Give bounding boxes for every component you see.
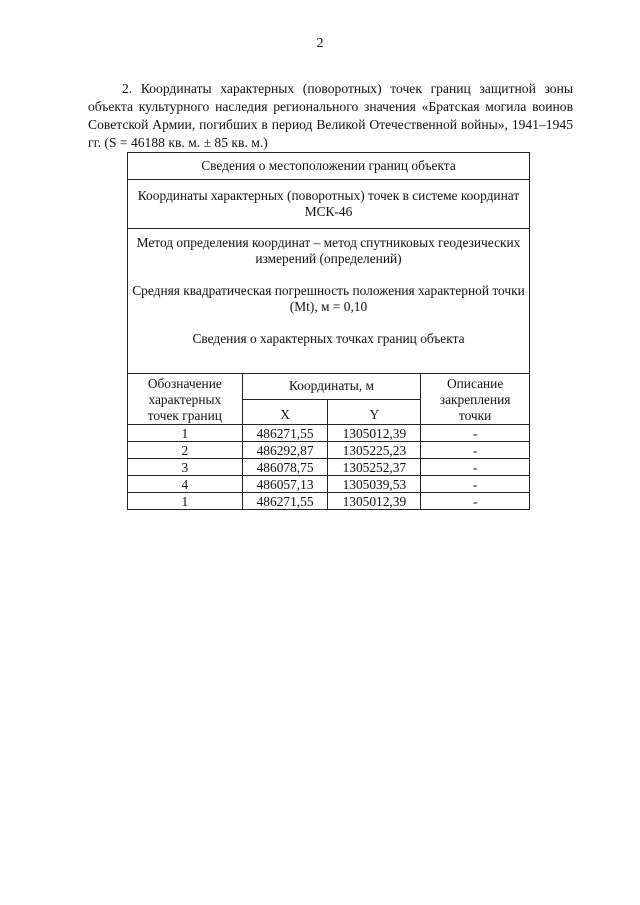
point-number: 1	[128, 425, 243, 442]
coord-y: 1305252,37	[328, 459, 421, 476]
header-coordinates: Координаты, м	[242, 374, 421, 400]
coord-x: 486292,87	[242, 442, 328, 459]
coord-y: 1305012,39	[328, 493, 421, 510]
intro-paragraph: 2. Координаты характерных (поворотных) точек границ защитной зоны объекта культурного наследия регионального значения «Братская могила воинов Советской Армии, погибших в период Великой Отечественной войны», 1941–1945 гг. (S = 46188 кв. м. ± 85 кв. м.)	[88, 80, 573, 150]
table-row	[128, 493, 530, 510]
point-number: 2	[128, 442, 243, 459]
fixing-description: -	[421, 493, 530, 510]
header-description: Описание закрепления точки	[421, 374, 530, 425]
coord-y: 1305039,53	[328, 476, 421, 493]
table-row	[128, 459, 530, 476]
method-block	[128, 229, 530, 374]
table-row	[128, 442, 530, 459]
point-number: 1	[128, 493, 243, 510]
fixing-description: -	[421, 442, 530, 459]
boundary-coordinates-table	[127, 152, 530, 510]
coord-y: 1305225,23	[328, 442, 421, 459]
accuracy-text: Средняя квадратическая погрешность положения характерной точки (Mt), м = 0,10	[132, 283, 525, 314]
coordinate-system-caption: Координаты характерных (поворотных) точек в системе координат МСК-46	[128, 180, 530, 229]
coord-x: 486271,55	[242, 425, 328, 442]
method-text: Метод определения координат – метод спутниковых геодезических измерений (определений)	[136, 235, 521, 266]
fixing-description: -	[421, 459, 530, 476]
header-designation: Обозначение характерных точек границ	[128, 374, 243, 425]
coord-x: 486057,13	[242, 476, 328, 493]
page-number: 2	[316, 36, 324, 51]
table-title: Сведения о местоположении границ объекта	[128, 153, 530, 180]
table-row	[128, 425, 530, 442]
point-number: 4	[128, 476, 243, 493]
fixing-description: -	[421, 476, 530, 493]
fixing-description: -	[421, 425, 530, 442]
point-number: 3	[128, 459, 243, 476]
coord-y: 1305012,39	[328, 425, 421, 442]
header-y: Y	[328, 399, 421, 425]
table-row	[128, 476, 530, 493]
header-x: X	[242, 399, 328, 425]
coord-x: 486271,55	[242, 493, 328, 510]
coord-x: 486078,75	[242, 459, 328, 476]
points-info-text: Сведения о характерных точках границ объекта	[192, 331, 465, 346]
